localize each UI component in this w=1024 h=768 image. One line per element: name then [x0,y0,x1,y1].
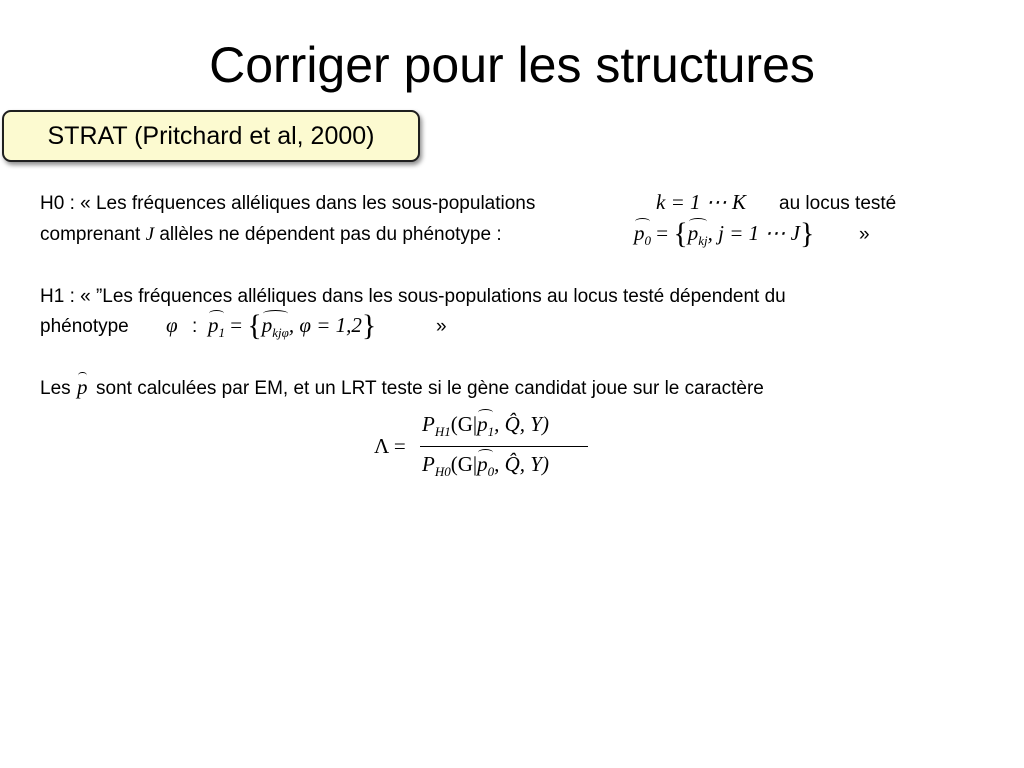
h0-line1-prefix: H0 : « Les fréquences alléliques dans les sous-populations [40,193,536,214]
h1-p1-formula: $p_1 = \{p_{kj\varphi}$, φ = 1,2} [208,309,377,342]
h1-closing-quote: » [436,316,447,337]
lambda-symbol: Λ = [374,434,406,458]
h1-colon: : [192,316,198,337]
phi-symbol: φ [166,313,178,337]
h0-p0-formula: $p_0 = \{p_{kj}$, j = 1 ⋯ J} [634,217,815,250]
h1-line1: H1 : « ”Les fréquences alléliques dans les sous-populations au locus testé dépendent du [40,286,786,307]
formula-denominator: $P_{H0}(G|p_0$, Q̂, Y) [422,452,549,480]
em-prefix: Les [40,378,71,399]
h0-j-variable: J [145,224,155,245]
p0-hat-symbol: $p_0$ [634,221,651,249]
fraction-bar [420,446,588,447]
em-suffix: sont calculées par EM, et un LRT teste si le gène candidat joue sur le caractère [96,378,764,399]
h0-line2-prefix: comprenant [40,224,141,245]
likelihood-ratio-formula [374,412,594,482]
h0-line2-mid: allèles ne dépendent pas du phénotype : [159,224,502,245]
h0-line2 [40,223,502,247]
h0-line1-suffix: au locus testé [779,193,897,214]
strat-reference-box: STRAT (Pritchard et al, 2000) [2,110,420,162]
slide-title: Corriger pour les structures [209,37,815,93]
pkj-hat-symbol: $p_{kj}$ [687,221,708,249]
p1-hat-symbol: $p_1$ [208,313,225,341]
h0-k-range-formula: k = 1 ⋯ K [656,190,746,214]
formula-numerator: $P_{H1}(G|p_1$, Q̂, Y) [422,412,549,440]
pkjphi-hat-symbol: $p_{kj\varphi}$ [261,313,289,341]
p-hat-symbol: p [77,375,88,399]
h0-closing-quote: » [859,224,870,245]
h1-line2-prefix: phénotype [40,316,129,337]
